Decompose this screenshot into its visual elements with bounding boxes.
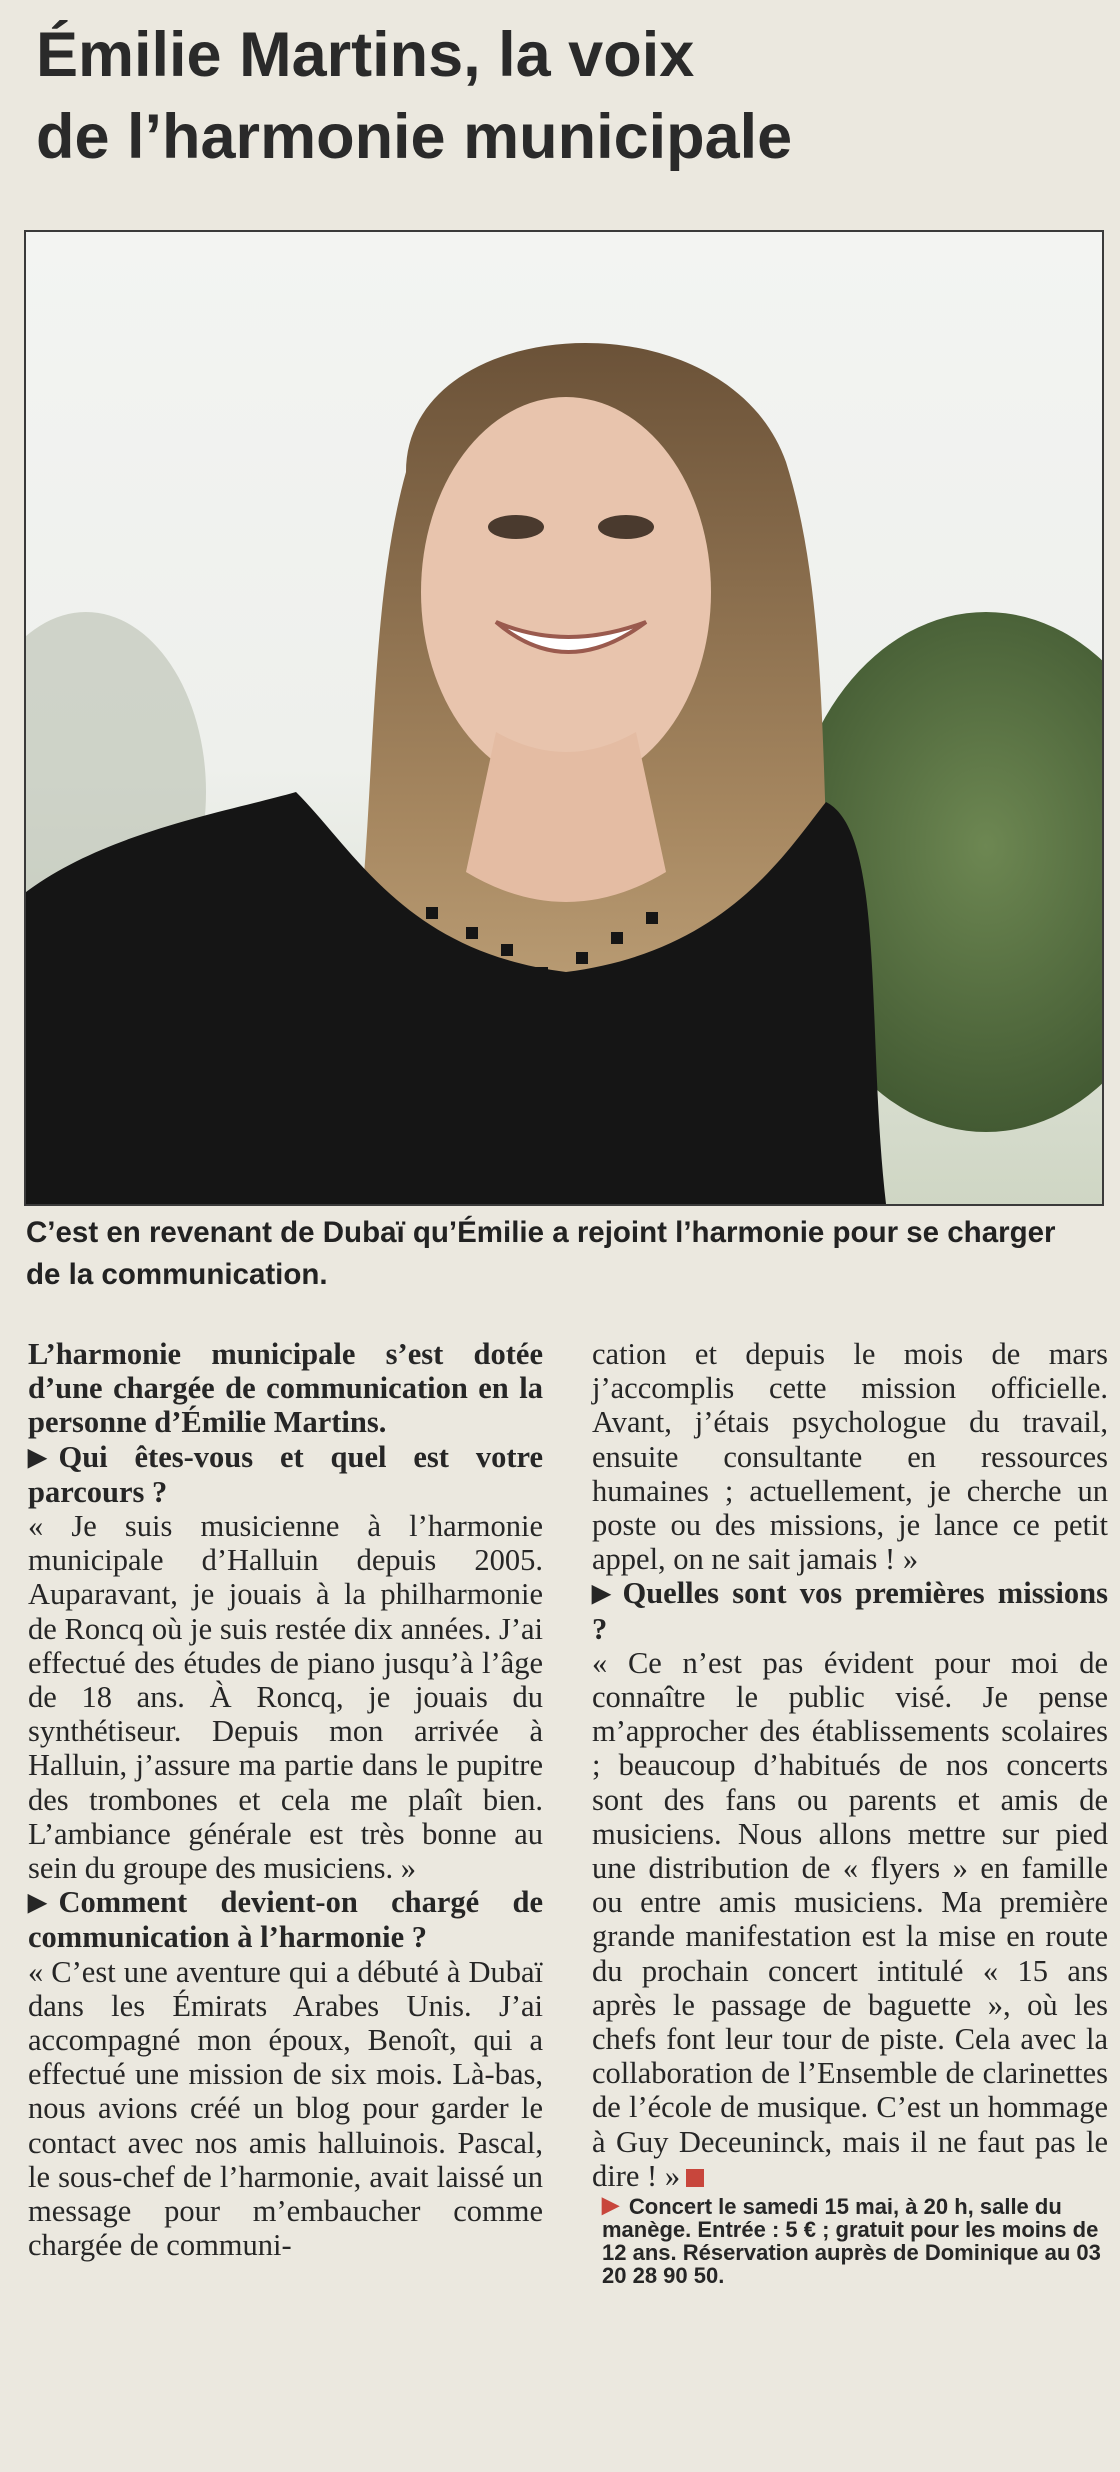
arrow-right-icon: ▶ — [28, 1444, 47, 1471]
answer-paragraph: « C’est une aventure qui a débuté à Dubaï dans les Émirats Arabes Unis. J’ai accompagné mon époux, Benoît, qui a effectué une mission de six mois. Là-bas, nous avions créé un blog pour garder le contact avec nos amis halluinois. Pascal, le sous-chef de l’harmonie, avait laissé un message pour m’embaucher comme chargée de communi- — [28, 1954, 543, 2263]
headline-line-1: Émilie Martins, la voix — [36, 20, 695, 90]
question-text: Quelles sont vos premières missions ? — [592, 1576, 1108, 1646]
article-lead: L’harmonie municipale s’est dotée d’une chargée de communication en la personne d’Émilie Martins. — [28, 1337, 543, 1440]
answer-paragraph — [592, 1646, 1108, 2193]
event-info-text: Concert le samedi 15 mai, à 20 h, salle du manège. Entrée : 5 € ; gratuit pour les moins de 12 ans. Réservation auprès de Dominique au 03 20 28 90 50. — [602, 2194, 1101, 2289]
answer-paragraph: cation et depuis le mois de mars j’accomplis cette mission officielle. Avant, j’étais psychologue du travail, ensuite consultante en ressources humaines ; actuellement, je cherche un poste ou des missions, je lance ce petit appel, on ne sait jamais ! » — [592, 1337, 1108, 1577]
article-column-right — [592, 1337, 1108, 2287]
end-square-icon — [686, 2169, 704, 2187]
question-heading — [592, 1576, 1108, 1645]
headline-line-2: de l’harmonie municipale — [36, 102, 793, 172]
answer-text: « Ce n’est pas évident pour moi de connaître le public visé. Je pense m’approcher des établissements scolaires ; beaucoup d’habitués de nos concerts sont des fans ou parents et amis de musiciens. Nous allons mettre sur pied une distribution de « flyers » en famille ou entre amis musiciens. Ma première grande manifestation est la mise en route du prochain concert intitulé « 15 ans après le passage de baguette », où les chefs font leur tour de piste. Cela avec la collaboration de l’Ensemble de clarinettes de l’école de musique. C’est un hommage à Guy Deceuninck, mais il ne faut pas le dire ! » — [592, 1645, 1108, 2193]
article-headline — [36, 14, 1076, 178]
question-heading — [28, 1440, 543, 1509]
answer-paragraph: « Je suis musicienne à l’harmonie municipale d’Halluin depuis 2005. Auparavant, je jouais à la philharmonie de Roncq où je suis restée dix années. J’ai effectué des études de piano jusqu’à l’âge de 18 ans. À Roncq, je jouais du synthétiseur. Depuis mon arrivée à Halluin, j’assure ma partie dans le pupitre des trombones et cela me plaît bien. L’ambiance générale est très bonne au sein du groupe des musiciens. » — [28, 1509, 543, 1886]
event-info — [592, 2193, 1108, 2287]
arrow-right-icon: ▶ — [28, 1890, 47, 1917]
portrait-photo — [24, 230, 1104, 1206]
arrow-right-icon: ▶ — [602, 2192, 619, 2218]
question-text: Qui êtes-vous et quel est votre parcours ? — [28, 1439, 543, 1509]
portrait-illustration — [26, 232, 1102, 1204]
question-text: Comment devient-on chargé de communication à l’harmonie ? — [28, 1885, 543, 1955]
arrow-right-icon: ▶ — [592, 1581, 611, 1608]
question-heading — [28, 1885, 543, 1954]
photo-caption: C’est en revenant de Dubaï qu’Émilie a rejoint l’harmonie pour se charger de la communication. — [26, 1216, 1056, 1291]
article-column-left — [28, 1337, 543, 2262]
